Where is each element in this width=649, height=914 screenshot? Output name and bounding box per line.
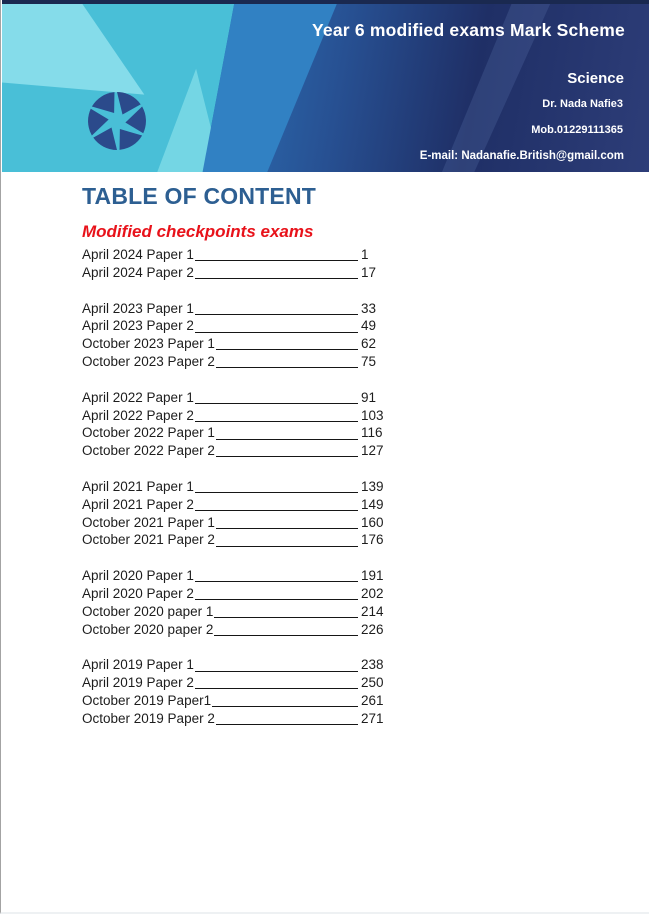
toc-page-number: 91 [361,389,377,405]
toc-entry-label: October 2023 Paper 1 [82,336,215,352]
toc-leader-line [216,528,358,529]
email-address: E-mail: Nadanafie.British@gmail.com [419,150,624,162]
toc-entry-label: October 2020 paper 1 [82,603,214,619]
toc-entry[interactable] [82,264,384,282]
toc-page-number: 49 [361,318,377,334]
toc-page-number: 250 [361,675,384,691]
toc-entry-label: April 2022 Paper 2 [82,407,194,423]
toc-entry[interactable] [82,389,384,407]
mobile-number: Mob.01229111365 [531,124,623,136]
toc-page-number: 116 [361,425,383,441]
toc-entry-label: April 2022 Paper 1 [82,389,194,405]
toc-entry[interactable] [82,692,384,710]
toc-entry-label: April 2019 Paper 1 [82,657,194,673]
toc-leader-line [195,510,358,511]
toc-page-number: 127 [361,443,384,459]
toc-entry-label: April 2023 Paper 2 [82,318,194,334]
toc-group [82,389,649,460]
toc-entry-label: April 2024 Paper 1 [82,247,194,262]
toc-leader-line [216,439,358,440]
toc-entry[interactable] [82,621,384,639]
toc-leader-line [216,724,358,725]
toc-group [82,656,649,727]
toc-entry-label: October 2019 Paper1 [82,692,212,708]
toc-leader-line [216,456,358,457]
toc-page-number: 226 [361,621,384,637]
toc-entry[interactable] [82,603,384,621]
toc-page-number: 139 [361,478,384,494]
toc-entry-label: April 2020 Paper 2 [82,585,194,601]
toc-entry[interactable] [82,335,384,353]
toc-group [82,478,649,549]
toc-leader-line [195,688,358,689]
toc-list [82,246,649,728]
toc-group [82,567,649,638]
toc-entry-label: October 2022 Paper 2 [82,443,215,459]
toc-leader-line [216,367,358,368]
toc-entry-label: April 2020 Paper 1 [82,568,194,584]
toc-page-number: 191 [361,568,384,584]
toc-page-number: 17 [361,264,377,280]
toc-entry[interactable] [82,496,384,514]
subject-label: Science [567,70,624,87]
toc-leader-line [214,617,358,618]
toc-entry-label: April 2024 Paper 2 [82,264,194,280]
toc-page-number: 176 [361,532,384,548]
page-title: TABLE OF CONTENT [82,183,317,209]
toc-page-number: 214 [361,603,384,619]
toc-entry[interactable] [82,585,384,603]
toc-entry[interactable] [82,442,384,460]
toc-page-number: 62 [361,336,377,352]
toc-group [82,246,649,282]
toc-entry-label: October 2021 Paper 1 [82,514,215,530]
toc-page-number: 149 [361,496,384,512]
toc-entry[interactable] [82,246,384,264]
toc-leader-line [212,706,358,707]
toc-page-number: 1 [361,247,369,262]
toc-leader-line [216,546,358,547]
page-body [1,172,649,728]
header-text-block [2,0,649,172]
toc-leader-line [195,671,358,672]
toc-leader-line [216,349,358,350]
toc-entry[interactable] [82,674,384,692]
toc-entry[interactable] [82,424,384,442]
toc-entry-label: April 2023 Paper 1 [82,300,194,316]
toc-entry[interactable] [82,710,384,728]
document-header [2,0,649,172]
toc-entry-label: October 2020 paper 2 [82,621,214,637]
toc-entry[interactable] [82,407,384,425]
toc-entry-label: April 2021 Paper 1 [82,478,194,494]
toc-leader-line [195,332,358,333]
toc-page-number: 238 [361,657,384,673]
toc-leader-line [195,492,358,493]
toc-entry-label: October 2021 Paper 2 [82,532,215,548]
toc-group [82,300,649,371]
toc-page-number: 271 [361,710,384,726]
section-subheading: Modified checkpoints exams [82,222,314,241]
toc-entry-label: April 2019 Paper 2 [82,675,194,691]
toc-entry[interactable] [82,531,384,549]
toc-entry-label: October 2023 Paper 2 [82,353,215,369]
toc-entry-label: October 2019 Paper 2 [82,710,215,726]
toc-leader-line [214,635,358,636]
toc-page-number: 160 [361,514,384,530]
toc-page-number: 103 [361,407,384,423]
toc-entry[interactable] [82,300,384,318]
document-title: Year 6 modified exams Mark Scheme [311,20,625,40]
toc-leader-line [195,421,358,422]
toc-entry[interactable] [82,567,384,585]
toc-leader-line [195,403,358,404]
toc-leader-line [195,314,358,315]
toc-entry[interactable] [82,353,384,371]
toc-entry[interactable] [82,478,384,496]
toc-entry-label: April 2021 Paper 2 [82,496,194,512]
toc-entry-label: October 2022 Paper 1 [82,425,215,441]
toc-page-number: 33 [361,300,377,316]
toc-leader-line [195,599,358,600]
toc-leader-line [195,581,358,582]
toc-leader-line [195,260,358,261]
toc-entry[interactable] [82,514,384,532]
toc-entry[interactable] [82,656,384,674]
author-name: Dr. Nada Nafie3 [542,98,623,110]
toc-leader-line [195,278,358,279]
toc-page-number: 261 [361,692,384,708]
toc-page-number: 75 [361,353,377,369]
toc-entry[interactable] [82,317,384,335]
toc-page-number: 202 [361,585,384,601]
